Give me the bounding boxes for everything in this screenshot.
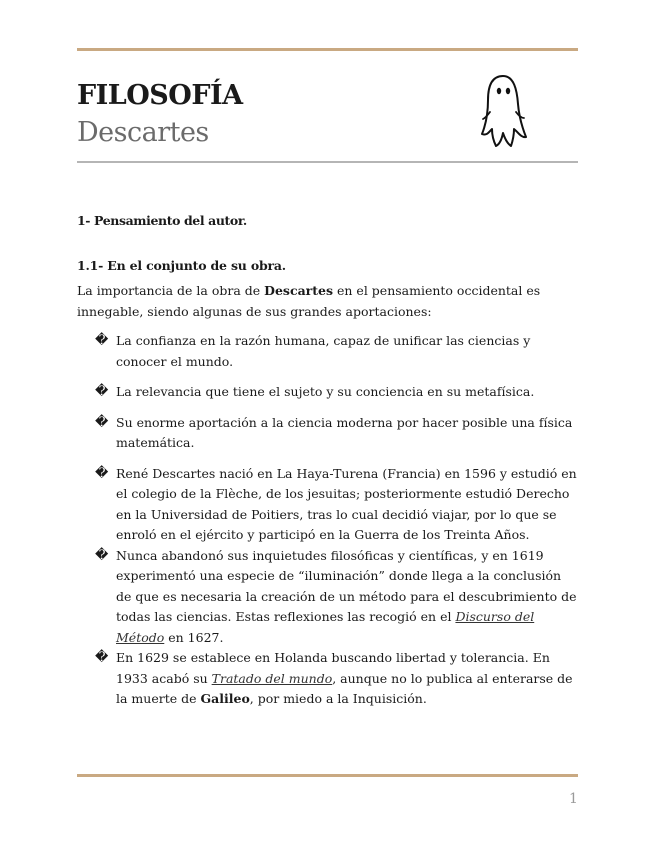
section-subheading: 1.1- En el conjunto de su obra.: [77, 258, 286, 273]
page-number: 1: [569, 791, 578, 807]
list-item: [77, 331, 577, 372]
top-rule: [77, 48, 578, 51]
intro-text-end: en el pensamiento occidental es innegable, siendo algunas de sus grandes aportaciones:: [77, 283, 541, 319]
list-item-bold-name: Galileo: [200, 691, 250, 706]
list-item-text-end: , por miedo a la Inquisición.: [249, 691, 427, 706]
bullet-icon: �: [95, 384, 109, 399]
intro-author: Descartes: [264, 283, 334, 298]
list-item: [77, 546, 577, 649]
list-item-text-middle: , aunque no lo publica al enterarse de la muerte de: [116, 670, 573, 706]
list-item-text: Su enorme aportación a la ciencia moderna por hacer posible una física matemática.: [116, 414, 573, 450]
bullet-icon: �: [95, 465, 109, 481]
list-item-text: René Descartes nació en La Haya-Turena (Francia) en 1596 y estudió en el colegio de la Flèche, de los jesuitas; posteriormente estudió Derecho en la Universidad de Poitiers, tras lo cual decidió viajar, por lo que se enroló en el ejército y participó en la Guerra de los Treinta Años.: [116, 465, 577, 542]
intro-paragraph: [77, 280, 577, 322]
list-item-text: En 1629 se establece en Holanda buscando libertad y tolerancia. En 1933 acabó su: [116, 650, 550, 686]
contributions-list: [77, 331, 577, 710]
bullet-icon: �: [95, 414, 109, 430]
section-heading: 1- Pensamiento del autor.: [77, 213, 247, 228]
work-title-link[interactable]: Tratado del mundo: [211, 670, 333, 686]
list-item-text-end: en 1627.: [164, 629, 224, 645]
list-item: [77, 382, 577, 403]
bullet-icon: �: [95, 650, 109, 665]
list-item: [77, 464, 577, 546]
bullet-icon: �: [95, 333, 109, 348]
work-title-link[interactable]: Discurso del Método: [116, 609, 535, 645]
list-item: [77, 413, 577, 454]
list-item-text: Nunca abandonó sus inquietudes filosóficas y científicas, y en 1619 experimentó una especie de “iluminación” donde llega a la conclusión de que es necesaria la creación de un método para el descubrimiento de todas las ciencias. Estas reflexiones las recogió en el: [116, 547, 577, 624]
ghost-icon: [479, 72, 529, 150]
page-title: FILOSOFÍA: [77, 80, 243, 111]
list-item-text: La confianza en la razón humana, capaz de unificar las ciencias y conocer el mundo.: [116, 333, 531, 369]
header-rule: [77, 161, 578, 163]
footer-rule: [77, 774, 578, 777]
list-item: [77, 648, 577, 710]
intro-text: La importancia de la obra de: [77, 283, 265, 298]
list-item-text: La relevancia que tiene el sujeto y su conciencia en su metafísica.: [116, 384, 535, 399]
bullet-icon: �: [95, 547, 109, 563]
page-subtitle: Descartes: [77, 117, 209, 148]
